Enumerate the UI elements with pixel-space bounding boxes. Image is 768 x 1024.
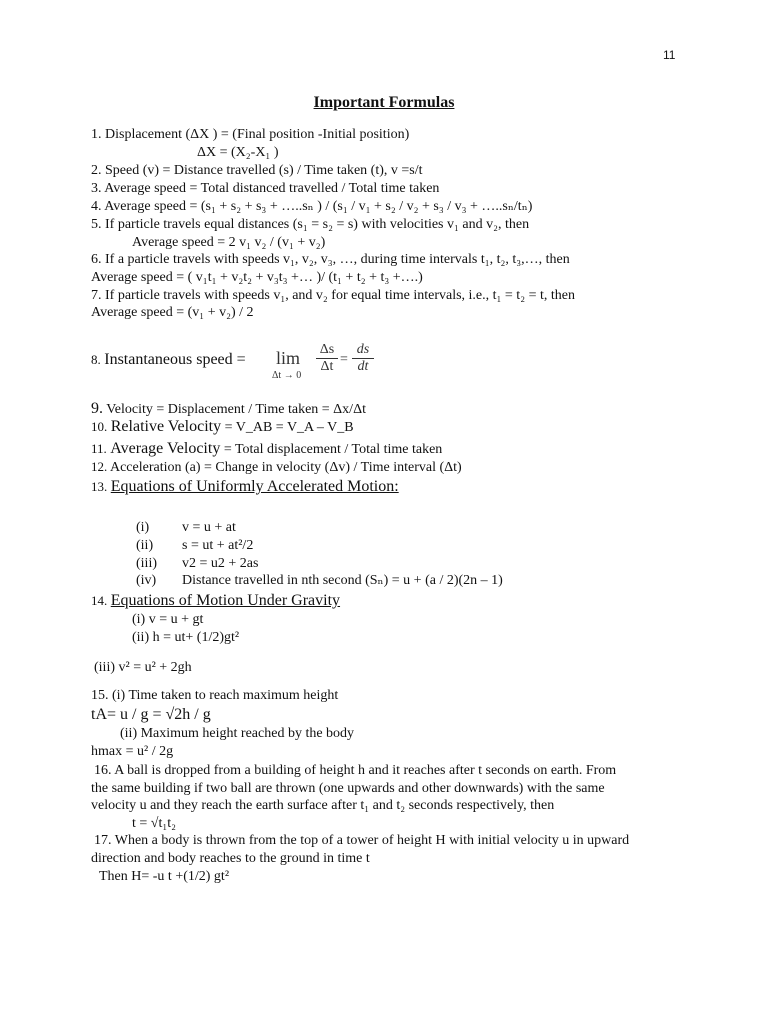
formula-13 bbox=[91, 479, 399, 496]
formula-8 bbox=[91, 352, 246, 369]
formula-10-text: = V_AB = V_A – V_B bbox=[224, 420, 354, 435]
formula-10-number: 10. bbox=[91, 419, 108, 434]
formula-16d: t = √t₁t₂ bbox=[132, 816, 177, 831]
formula-2: 2. Speed (v) = Distance travelled (s) / Time taken (t), v =s/t bbox=[91, 163, 423, 178]
limit-formula-image bbox=[272, 340, 382, 386]
page-number: 11 bbox=[663, 48, 676, 62]
formula-10-label: Relative Velocity bbox=[110, 418, 222, 435]
formula-13-number: 13. bbox=[91, 479, 108, 494]
formula-4: 4. Average speed = (s₁ + s₂ + s₃ + …..sₙ ) / (s₁ / v₁ + s₂ / v₂ + s₃ / v₃ + …..sₙ/tₙ) bbox=[91, 199, 533, 214]
equation-1-text: v = u + at bbox=[182, 520, 236, 535]
formula-9 bbox=[91, 401, 366, 418]
formula-8-number: 8. bbox=[91, 352, 101, 367]
gravity-equation-2: (ii) h = ut+ (1/2)gt² bbox=[132, 630, 240, 645]
limit-subscript: Δt → 0 bbox=[272, 370, 302, 381]
formula-14-heading: Equations of Motion Under Gravity bbox=[110, 592, 341, 609]
formula-12 bbox=[91, 459, 462, 476]
formula-1b: ΔX = (X₂-X₁ ) bbox=[197, 145, 279, 160]
formula-16c: velocity u and they reach the earth surface after t₁ and t₂ seconds respectively, then bbox=[91, 798, 555, 813]
page-title: Important Formulas bbox=[313, 94, 455, 111]
equation-3-label: (iii) bbox=[136, 556, 157, 571]
formula-9-number: 9. bbox=[91, 400, 103, 417]
formula-17c: Then H= -u t +(1/2) gt² bbox=[99, 869, 230, 884]
formula-13-heading: Equations of Uniformly Accelerated Motion: bbox=[110, 478, 399, 495]
formula-6: 6. If a particle travels with speeds v₁, v₂, v₃, …, during time intervals t₁, t₂, t₃,…, then bbox=[91, 252, 570, 267]
formula-8-text: Instantaneous speed = bbox=[104, 351, 246, 368]
limit-num-1: Δs bbox=[319, 342, 335, 357]
equation-2 bbox=[136, 538, 253, 554]
formula-12-number: 12. bbox=[91, 459, 108, 474]
limit-den-2: dt bbox=[357, 359, 369, 374]
limit-fraction-2 bbox=[352, 342, 374, 375]
limit-fraction-1 bbox=[316, 342, 338, 375]
formula-17: 17. When a body is thrown from the top of a tower of height H with initial velocity u in upward bbox=[94, 833, 630, 848]
formula-5: 5. If particle travels equal distances (s₁ = s₂ = s) with velocities v₁ and v₂, then bbox=[91, 217, 530, 232]
formula-1: 1. Displacement (ΔX ) = (Final position -Initial position) bbox=[91, 127, 410, 142]
equation-3-text: v2 = u2 + 2as bbox=[182, 556, 259, 571]
formula-9-text: Velocity = Displacement / Time taken = Δx/Δt bbox=[106, 402, 366, 417]
equation-2-label: (ii) bbox=[136, 538, 154, 553]
formula-15b: tA= u / g = √2h / g bbox=[91, 706, 211, 723]
formula-7: 7. If particle travels with speeds v₁, and v₂ for equal time intervals, i.e., t₁ = t₂ = t, then bbox=[91, 288, 575, 303]
formula-11-number: 11. bbox=[91, 441, 107, 456]
formula-3: 3. Average speed = Total distanced travelled / Total time taken bbox=[91, 181, 440, 196]
formula-12-text: Acceleration (a) = Change in velocity (Δv) / Time interval (Δt) bbox=[109, 460, 462, 475]
formula-16: 16. A ball is dropped from a building of height h and it reaches after t seconds on earth. From bbox=[94, 763, 617, 778]
formula-16b: the same building if two ball are thrown (one upwards and other downwards) with the same bbox=[91, 781, 605, 796]
limit-lim: lim bbox=[276, 348, 301, 368]
formula-11 bbox=[91, 441, 442, 458]
formula-6b: Average speed = ( v₁t₁ + v₂t₂ + v₃t₃ +… )/ (t₁ + t₂ + t₃ +….) bbox=[91, 270, 423, 285]
equation-4 bbox=[136, 573, 503, 589]
equation-2-text: s = ut + at²/2 bbox=[182, 538, 254, 553]
equation-4-text: Distance travelled in nth second (Sₙ) = u + (a / 2)(2n – 1) bbox=[182, 573, 503, 588]
equation-1 bbox=[136, 520, 236, 536]
formula-17b: direction and body reaches to the ground in time t bbox=[91, 851, 370, 866]
formula-14 bbox=[91, 593, 340, 610]
limit-equals: = bbox=[340, 352, 348, 367]
formula-11-label: Average Velocity bbox=[110, 440, 221, 457]
equation-4-label: (iv) bbox=[136, 573, 157, 588]
formula-14-number: 14. bbox=[91, 593, 108, 608]
gravity-equation-3: (iii) v² = u² + 2gh bbox=[94, 660, 192, 675]
limit-den-1: Δt bbox=[320, 359, 334, 374]
formula-5b: Average speed = 2 v₁ v₂ / (v₁ + v₂) bbox=[132, 235, 326, 250]
limit-num-2: ds bbox=[356, 342, 370, 357]
equation-1-label: (i) bbox=[136, 520, 150, 535]
formula-15d: hmax = u² / 2g bbox=[91, 744, 174, 759]
equation-3 bbox=[136, 556, 258, 572]
gravity-equation-1: (i) v = u + gt bbox=[132, 612, 204, 627]
formula-10 bbox=[91, 419, 354, 436]
formula-11-text: = Total displacement / Total time taken bbox=[223, 442, 443, 457]
formula-7b: Average speed = (v₁ + v₂) / 2 bbox=[91, 305, 254, 320]
formula-15: 15. (i) Time taken to reach maximum height bbox=[91, 688, 339, 703]
formula-15c: (ii) Maximum height reached by the body bbox=[120, 726, 355, 741]
